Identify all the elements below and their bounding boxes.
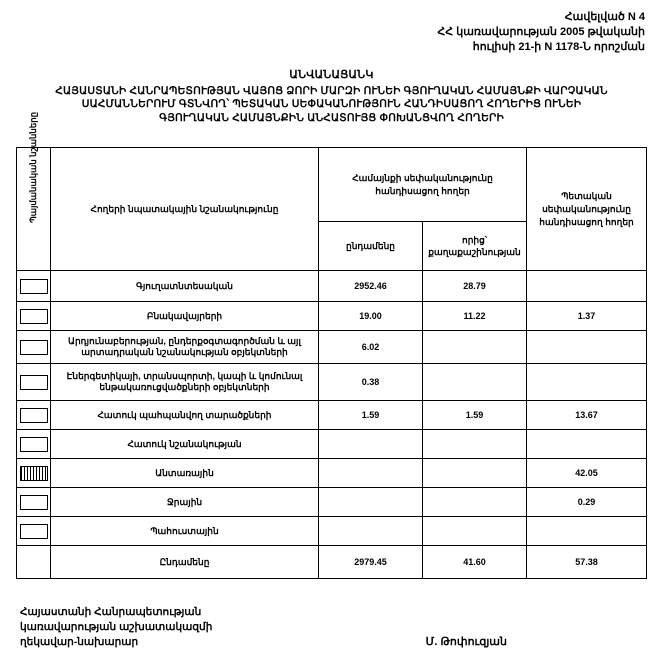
table-header-row-1 (17, 148, 647, 222)
row-state (527, 271, 647, 302)
row-community-total: 19.00 (319, 302, 423, 331)
row-community-urban (423, 364, 527, 401)
mark-box-icon (20, 309, 48, 324)
row-community-urban: 11.22 (423, 302, 527, 331)
mark-box-icon (20, 408, 48, 423)
total-community-urban: 41.60 (423, 546, 527, 579)
title-line-1: ՀԱՅԱՍՏԱՆԻ ՀԱՆՐԱՊԵՏՈՒԹՅԱՆ ՎԱՅՈՑ ՁՈՐԻ ՄԱՐԶԻ ՈՒՆԵԻ ԳՅՈՒՂԱԿԱՆ ՀԱՄԱՅՆՔԻ ՎԱՐՉԱԿԱՆ (55, 84, 608, 97)
column-header-state: Պետական սեփականությունը հանդիսացող հողեր (527, 148, 647, 271)
title-line-3: ԳՅՈՒՂԱԿԱՆ ՀԱՄԱՅՆՔԻՆ ԱՆՀԱՏՈՒՅՑ ՓՈԽԱՆՑՎՈՂ ՀՈՂԵՐԻ (159, 111, 504, 124)
total-mark-cell (17, 546, 51, 579)
column-header-community-total: ընդամենը (319, 222, 423, 271)
document-header (16, 10, 645, 55)
table-row (17, 271, 647, 302)
table-row (17, 517, 647, 546)
row-name: Հատուկ նշանակության (51, 430, 319, 459)
row-state: 1.37 (527, 302, 647, 331)
row-mark-cell (17, 271, 51, 302)
row-name: Բնակավայրերի (51, 302, 319, 331)
row-mark-cell (17, 488, 51, 517)
row-community-total (319, 459, 423, 488)
row-mark-cell (17, 401, 51, 430)
row-community-urban: 1.59 (423, 401, 527, 430)
row-community-urban: 28.79 (423, 271, 527, 302)
row-community-urban (423, 488, 527, 517)
row-mark-cell (17, 459, 51, 488)
row-mark-cell (17, 364, 51, 401)
row-state: 42.05 (527, 459, 647, 488)
row-name: Էներգետիկայի, տրանսպորտի, կապի և կոմունալ ենթակառուցվածքների օբյեկտների (51, 364, 319, 401)
row-mark-cell (17, 430, 51, 459)
row-community-total: 6.02 (319, 331, 423, 364)
footer-line-1: Հայաստանի Հանրապետության (20, 606, 202, 618)
mark-box-icon (20, 279, 48, 294)
mark-box-icon (20, 375, 48, 390)
row-mark-cell (17, 302, 51, 331)
row-community-total: 1.59 (319, 401, 423, 430)
row-mark-cell (17, 331, 51, 364)
footer-line-2: կառավարության աշխատակազմի (20, 621, 213, 633)
row-community-total (319, 517, 423, 546)
row-community-urban (423, 331, 527, 364)
column-header-community-urban: որից՝ քաղաքաշինության (423, 222, 527, 271)
row-state: 0.29 (527, 488, 647, 517)
row-community-urban (423, 430, 527, 459)
row-name: Գյուղատնտեսական (51, 271, 319, 302)
row-mark-cell (17, 517, 51, 546)
column-header-name: Հողերի նպատակային նշանակությունը (51, 148, 319, 271)
total-community-total: 2979.45 (319, 546, 423, 579)
row-community-total (319, 430, 423, 459)
row-community-total: 2952.46 (319, 271, 423, 302)
row-community-total (319, 488, 423, 517)
mark-box-icon (20, 524, 48, 539)
table-total-row (17, 546, 647, 579)
row-state (527, 364, 647, 401)
column-header-mark (17, 111, 51, 271)
table-row (17, 302, 647, 331)
header-line-1: Հավելված N 4 (564, 11, 645, 23)
table-row (17, 331, 647, 364)
row-name: Անտառային (51, 459, 319, 488)
row-name: Ջրային (51, 488, 319, 517)
header-line-2: ՀՀ կառավարության 2005 թվականի (437, 26, 645, 38)
row-state (527, 517, 647, 546)
row-community-urban (423, 517, 527, 546)
footer-signature: Մ. Թոփուզյան (425, 636, 507, 648)
header-line-3: հուլիսի 21-ի N 1178-Ն որոշման (472, 41, 645, 53)
total-state: 57.38 (527, 546, 647, 579)
mark-box-icon (20, 340, 48, 355)
footer-line-3: ղեկավար-նախարար (20, 636, 139, 648)
column-header-community: Համայնքի սեփականությունը հանդիսացող հողեր (319, 148, 527, 222)
mark-box-hatched-icon (20, 466, 48, 481)
table-row (17, 488, 647, 517)
row-state: 13.67 (527, 401, 647, 430)
row-state (527, 331, 647, 364)
row-community-total: 0.38 (319, 364, 423, 401)
table-row (17, 459, 647, 488)
mark-box-icon (20, 437, 48, 452)
document-title (16, 69, 647, 125)
table-row (17, 430, 647, 459)
row-community-urban (423, 459, 527, 488)
column-header-mark-label: Պայմանական նշանները (28, 111, 38, 223)
table-row (17, 364, 647, 401)
title-main: ԱՆՎԱՆԱՑԱՆԿ (289, 69, 374, 81)
mark-box-icon (20, 495, 48, 510)
total-label: Ընդամենը (51, 546, 319, 579)
row-name: Հատուկ պահպանվող տարածքների (51, 401, 319, 430)
row-state (527, 430, 647, 459)
table-row (17, 401, 647, 430)
row-name: Արդյունաբերության, ընդերքօգտագործման և այլ արտադրական նշանակության օբյեկտների (51, 331, 319, 364)
title-line-2: ՍԱՀՄԱՆՆԵՐՈՒՄ ԳՏՆՎՈՂ՝ ՊԵՏԱԿԱՆ ՍԵՓԱԿԱՆՈՒԹՅՈՒՆ ՀԱՆԴԻՍԱՑՈՂ ՀՈՂԵՐԻՑ ՈՒՆԵԻ (81, 98, 582, 110)
row-name: Պահուստային (51, 517, 319, 546)
